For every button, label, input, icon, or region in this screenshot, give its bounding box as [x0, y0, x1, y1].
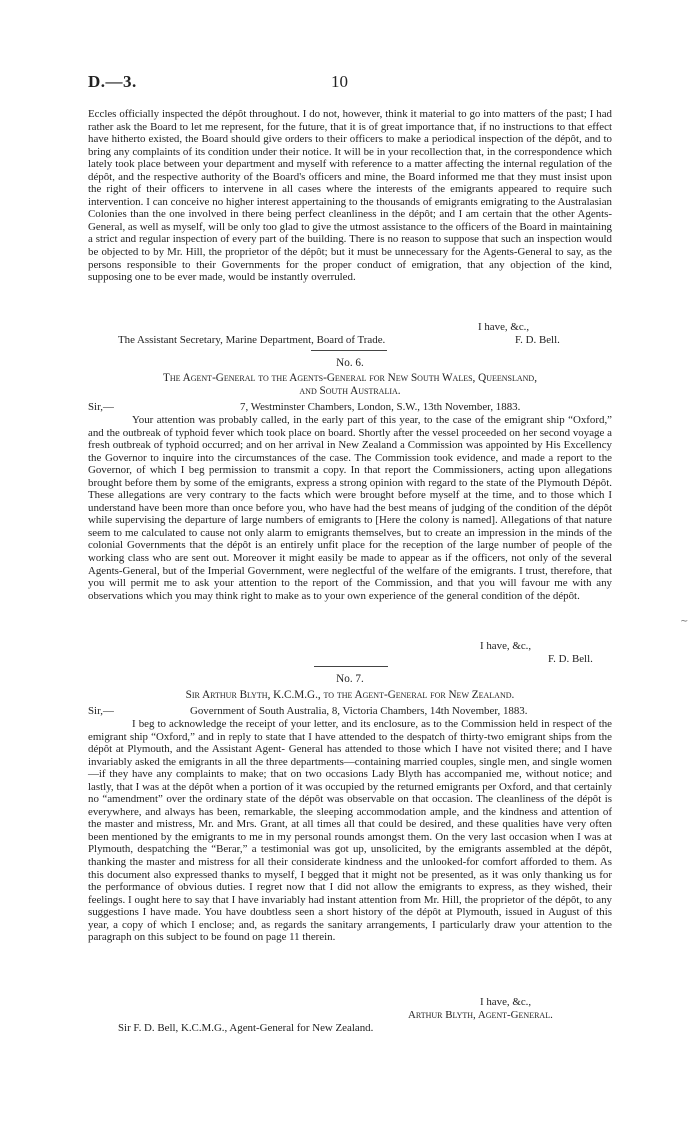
paragraph-line: emigrants in all the three departments—containing married couples, single men, and single women [178, 755, 612, 768]
paragraph-line: where the interests of the emigrants appeared to require such intervention. I can conceive no [88, 183, 612, 208]
page-number: 10 [331, 72, 348, 91]
margin-mark-icon: ∼ [680, 616, 689, 627]
paragraph-line: Board informed me that they must insist upon the right of their officers to intervene in all cases [88, 170, 612, 196]
paragraph-line: higher interest appertaining to the thousands of emigrants emigrating to the Australasian Colonies [88, 195, 612, 221]
closing-phrase: I have, &c., [480, 640, 532, 652]
paragraph-line: General has attended to those which I have not visited there; and I have invariably asked the [88, 743, 612, 768]
paragraph-line: short history of the dépôt at Plymouth, issued in August of this year, a copy of which I enclose; [88, 906, 612, 931]
paragraph-line: There is no reason to suppose that such an inspection would be objected to by Mr. Hill, the [88, 233, 612, 259]
paragraph-text [88, 718, 612, 944]
paragraph-line: into the circumstances of the case. The Commission took evidence, and made a report to the [196, 451, 612, 464]
paragraph-line: were brought before myself at the time, and to those which I understand have been more than once [88, 489, 612, 514]
signature: F. D. Bell. [515, 334, 560, 346]
paragraph-line: dépôt was observable on that occasion. The cleanliness of the dépôt is everywhere, and always [88, 793, 612, 818]
letter-paragraph [88, 414, 612, 602]
paragraph-line: upon allegations brought before them by some of the emigrants, express a strong opinion with [88, 464, 612, 489]
sender-address-date: Government of South Australia, 8, Victoria Chambers, 14th November, 1883. [190, 705, 528, 717]
letter-title: The Agent-General to the Agents-General for New South Wales, Queensland, [162, 372, 538, 384]
paragraph-line: will permit me to ask your attention to the report of the Commission, and that you will favour [109, 577, 550, 590]
section-divider [311, 350, 387, 351]
document-code: D.—3. [88, 72, 137, 91]
signature: F. D. Bell. [548, 653, 593, 665]
paragraph-line: —if they have any complaints to make; that on two occasions Lady Blyth has accompanied me, [88, 768, 522, 781]
signature: Arthur Blyth, Agent-General. [408, 1009, 553, 1021]
paragraph-line: for the performance of obvious duties. I regret now that I did not allow the emigrants to express, [88, 868, 612, 894]
letter-continuation-paragraph [88, 108, 612, 284]
addressee: Sir F. D. Bell, K.C.M.G., Agent-General for New Zealand. [118, 1022, 374, 1034]
paragraph-line: great importance that, if no instructions to that effect have hitherto existed, the Board should give [88, 120, 612, 146]
paragraph-line: after the vessel proceeded on her second voyage a fresh outbreak of typhoid occurred; and on her [88, 426, 612, 452]
paragraph-line: arrival in New Zealand a Commission was appointed by His Excellency the Governor to inquire [88, 439, 612, 464]
paragraph-line: emigrant ship “Oxford,” and the outbreak of typhoid fever which took place on board. Shortly [88, 414, 612, 439]
paragraph-line: for all their considerate kindness and the unlooked-for comfort afforded to them. As this document [88, 856, 613, 881]
salutation: Sir,— [88, 705, 114, 717]
paragraph-line: this subject to be found on page 11 therein. [147, 931, 336, 944]
paragraph-text [88, 108, 612, 284]
paragraph-line: impression in the minds of the colonial Governments that the dépôt is an entirely unfit place for the [88, 526, 612, 552]
paragraph-line: the departure of large numbers of emigrants to [Here the colony is named]. Allegations of that [168, 514, 582, 527]
closing-phrase: I have, &c., [480, 996, 532, 1008]
salutation: Sir,— [88, 401, 114, 413]
paragraph-line: returned emigrants per Oxford, and that certainly no “amendment” over the ordinary state of the [88, 780, 612, 806]
paragraph-line: the master and mistress, Mr. and Mrs. Grant, at all times all that could be desired, and these [88, 818, 499, 831]
paragraph-line: than the one involved in there being perfect cleanliness in the dépôt; and I am certain that the [130, 208, 549, 221]
paragraph-line: nature seem to me calculated to cause not only alarm to emigrants themselves, but to create an [88, 514, 612, 539]
paragraph-line: despatch of thirty-two emigrant ships from the dépôt at Plymouth, and the Assistant Agent- [88, 730, 612, 756]
paragraph-line: general condition of the dépôt. [446, 589, 580, 602]
paragraph-line: held in respect of the emigrant ship “Oxford,” and in reply to state that I have attended to the [88, 718, 613, 743]
paragraph-line: proprietor of the dépôt; but it must be unnecessary for the Agents-General to say, as the persons [88, 246, 612, 271]
paragraph-line: qualities have very often been mentioned by the emigrants to me in my personal rounds amongst [88, 818, 612, 843]
paragraph-line: matters of the past; I had rather ask the Board to let me represent, for the future, that it is of [88, 108, 612, 133]
paragraph-text [88, 414, 612, 602]
section-divider [314, 666, 388, 667]
paragraph-line: lately took place between your department and myself with reference to a matter affecting the [88, 158, 501, 171]
paragraph-line: has been, remarkable, the sleeping accommodation ample, and the kindness and attention of [198, 805, 612, 818]
paragraph-line: its condition under their notice. It will be in your recollection that, in the correspondence which [194, 145, 612, 158]
letter-paragraph [88, 718, 612, 944]
paragraph-line: me with any observations which you may think right to make as to your own experience of the [88, 577, 613, 602]
paragraph-line: responsible to their Governments for the proper conduct of emigration, that any objection of the [126, 258, 585, 271]
sender-address-date: 7, Westminster Chambers, London, S.W., 13th November, 1883. [240, 401, 521, 413]
paragraph-line: and, as regards the sanitary arrangements, I particularly draw your attention to the paragraph on [88, 918, 612, 944]
paragraph-line: internal regulation of the dépôt, and the respective authority of the Board's officers and mine, the [88, 158, 612, 183]
paragraph-line: other Agents-General, as well as myself, will be only too glad to give the utmost assistance to the [88, 208, 613, 233]
paragraph-line: Your attention was probably called, in the early part of this year, to the case of the [132, 414, 501, 426]
paragraph-line: Governor, of which I beg permission to transmit a copy. In that report the Commissioners, acting [88, 464, 535, 477]
paragraph-line: also expressed thanks to myself, I begged that it might not be presented, as it was only thanking us [153, 868, 596, 881]
paragraph-line: easily be made to appear as if the officers, not only of the several Agents-General, but of the [88, 552, 612, 577]
letter-number: No. 6. [336, 357, 364, 369]
paragraph-line: kind, supposing one to be ever made, would be instantly overruled. [88, 258, 612, 284]
letter-title-continued: and South Australia. [299, 385, 401, 397]
closing-phrase: I have, &c., [478, 321, 530, 333]
paragraph-line: regard to the state of the Plymouth Dépôt. These allegations are very contrary to the facts which [88, 476, 612, 502]
paragraph-line: Mr. Hill, the proprietor of the dépôt, to any suggestions I have made. You have doubtless seen a [88, 893, 612, 919]
paragraph-line: orders to their officers to make a periodical inspection of the dépôt, and to bring any complaints of [88, 133, 612, 158]
paragraph-line: as they wished, their feelings. I ought here to say that I have invariably had instant attention from [88, 881, 612, 906]
letter-number: No. 7. [336, 673, 364, 685]
paragraph-line: them. On the very last occasion when I was at Plymouth, despatching the “Berar,” a testimonial [88, 830, 612, 856]
paragraph-line: without notice; and lastly, that I was at the dépôt when a portion of it was occupied by the [88, 768, 612, 793]
paragraph-line: Imperial Government, were neglectful of the welfare of the emigrants. I trust, therefore, that you [88, 564, 612, 590]
paragraph-line: reception of the large number of people of the working class who are sent out. Moreover it might [88, 539, 612, 565]
addressee: The Assistant Secretary, Marine Department, Board of Trade. [118, 334, 386, 346]
letter-title: Sir Arthur Blyth, K.C.M.G., to the Agent-General for New Zealand. [185, 689, 515, 701]
paragraph-line: was got up, unsolicited, by the emigrants assembled at the dépôt, thanking the master and mistress [88, 843, 612, 869]
paragraph-line: Eccles officially inspected the dépôt throughout. I do not, however, think it material to go into [88, 108, 501, 120]
paragraph-line: before you, who have had the best means of judging of the condition of the dépôt while supervising [88, 501, 613, 527]
paragraph-line: officers of the Board in maintaining a strict and regular inspection of every part of the building. [88, 220, 612, 246]
paragraph-line: I beg to acknowledge the receipt of your letter, and its enclosure, as to the Commission [132, 718, 517, 730]
